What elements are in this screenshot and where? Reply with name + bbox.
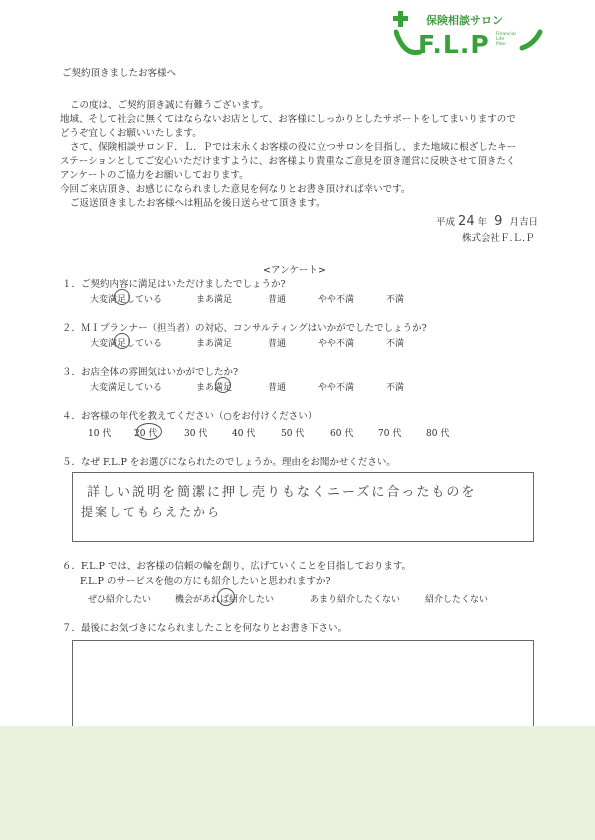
greeting: ご契約頂きましたお客様へ <box>62 68 177 79</box>
letter-para-2: 地域、そして社会に無くてはならないお店として、お客様にしっかりとしたサポートをしてまいりますので <box>60 114 516 125</box>
date-mid: 年 <box>477 217 488 228</box>
q4-option-4[interactable]: 40 代 <box>232 429 256 439</box>
q7-text: ７．最後にお気づきになられましたことを何なりとお書き下さい。 <box>62 623 348 634</box>
logo-sub-3: Plan <box>496 42 506 47</box>
q4-option-2[interactable]: 20 代 <box>134 429 158 439</box>
letter-para-7: 今回ご来店頂き、お感じになられました意見を何なりとお書き頂ければ幸いです。 <box>60 184 411 195</box>
q6-option-1[interactable]: ぜひ紹介したい <box>88 595 152 605</box>
company-name: 株式会社Ｆ.Ｌ.Ｐ <box>462 233 535 244</box>
q1-option-3[interactable]: 普通 <box>268 295 287 305</box>
q6-option-3[interactable]: あまり紹介したくない <box>310 595 401 605</box>
logo-sub-2: Life <box>496 37 505 42</box>
q1-option-5[interactable]: 不満 <box>386 295 405 305</box>
q4-text: ４．お客様の年代を教えてください（○をお付けください） <box>62 411 318 422</box>
survey-heading: <アンケート> <box>263 265 326 276</box>
q6-text: ６．F.L.P では、お客様の信頼の輪を創り、広げていくことを目指しております。 <box>62 561 412 572</box>
logo <box>392 10 542 66</box>
q2-option-1[interactable]: 大変満足している <box>90 339 163 349</box>
q4-option-5[interactable]: 50 代 <box>281 429 305 439</box>
logo-mark: F.L.P <box>418 30 490 59</box>
q5-answer-line-1: 詳しい説明を簡潔に押し売りもなくニーズに合ったものを <box>87 485 477 500</box>
date-month: 9 <box>494 214 503 229</box>
q2-option-4[interactable]: やや不満 <box>318 339 355 349</box>
q6-option-4[interactable]: 紹介したくない <box>425 595 489 605</box>
logo-sub-1: Financial <box>496 32 516 37</box>
date-prefix: 平成 <box>436 217 456 228</box>
q2-answer-circle <box>114 333 130 349</box>
date-suffix: 月吉日 <box>509 217 538 228</box>
q3-option-2[interactable]: まあ満足 <box>196 383 233 393</box>
q5-text: ５．なぜ F.L.P をお選びになられたのでしょうか。理由をお聞かせください。 <box>62 457 396 468</box>
letter-para-3: どうぞ宜しくお願いいたします。 <box>60 128 202 139</box>
q1-option-2[interactable]: まあ満足 <box>196 295 233 305</box>
logo-title: 保険相談サロン <box>426 14 503 27</box>
q4-option-6[interactable]: 60 代 <box>330 429 354 439</box>
q4-option-7[interactable]: 70 代 <box>378 429 402 439</box>
q2-text: ２．ＭＩプランナー（担当者）の対応、コンサルティングはいかがでしたでしょうか? <box>62 323 427 334</box>
q4-option-1[interactable]: 10 代 <box>88 429 112 439</box>
q3-option-4[interactable]: やや不満 <box>318 383 355 393</box>
q6-option-2[interactable]: 機会があれば紹介したい <box>175 595 275 605</box>
letter-para-1: この度は、ご契約頂き誠に有難うございます。 <box>70 100 269 111</box>
letter-para-8: ご返送頂きましたお客様へは粗品を後日送らせて頂きます。 <box>70 198 326 209</box>
q7-answer-box[interactable] <box>72 640 534 736</box>
q6-text-2: F.L.P のサービスを他の方にも紹介したいと思われますか? <box>80 576 331 587</box>
q4-option-3[interactable]: 30 代 <box>184 429 208 439</box>
q2-option-5[interactable]: 不満 <box>386 339 405 349</box>
q3-answer-circle <box>215 377 231 393</box>
q3-text: ３．お店全体の雰囲気はいかがでしたか? <box>62 367 239 378</box>
footer-band <box>0 726 595 840</box>
q3-option-3[interactable]: 普通 <box>268 383 287 393</box>
letter-para-4: さて、保険相談サロンＦ．Ｌ．Ｐでは末永くお客様の役に立つサロンを目指し、また地域に根ざしたキー <box>70 142 517 153</box>
q4-option-8[interactable]: 80 代 <box>426 429 450 439</box>
q5-answer-box[interactable] <box>72 472 534 542</box>
q2-option-3[interactable]: 普通 <box>268 339 287 349</box>
date-year: 24 <box>458 214 475 229</box>
q1-answer-circle <box>114 289 130 305</box>
logo-sub <box>496 32 516 47</box>
q1-option-1[interactable]: 大変満足している <box>90 295 163 305</box>
q5-answer-line-2: 提案してもらえたから <box>81 505 222 519</box>
q1-text: １．ご契約内容に満足はいただけましたでしょうか? <box>62 279 286 290</box>
q1-option-4[interactable]: やや不満 <box>318 295 355 305</box>
q4-answer-circle <box>136 423 162 440</box>
letter-para-5: ステーションとしてご安心いただけますように、お客様より貴重なご意見を頂き運営に反映させて頂きたく <box>60 156 516 167</box>
q6-answer-circle <box>217 588 235 606</box>
q3-option-5[interactable]: 不満 <box>386 383 405 393</box>
letter-date <box>436 215 538 230</box>
q2-option-2[interactable]: まあ満足 <box>196 339 233 349</box>
q3-option-1[interactable]: 大変満足している <box>90 383 163 393</box>
letter-para-6: アンケートのご協力をお願いしております。 <box>60 170 249 181</box>
